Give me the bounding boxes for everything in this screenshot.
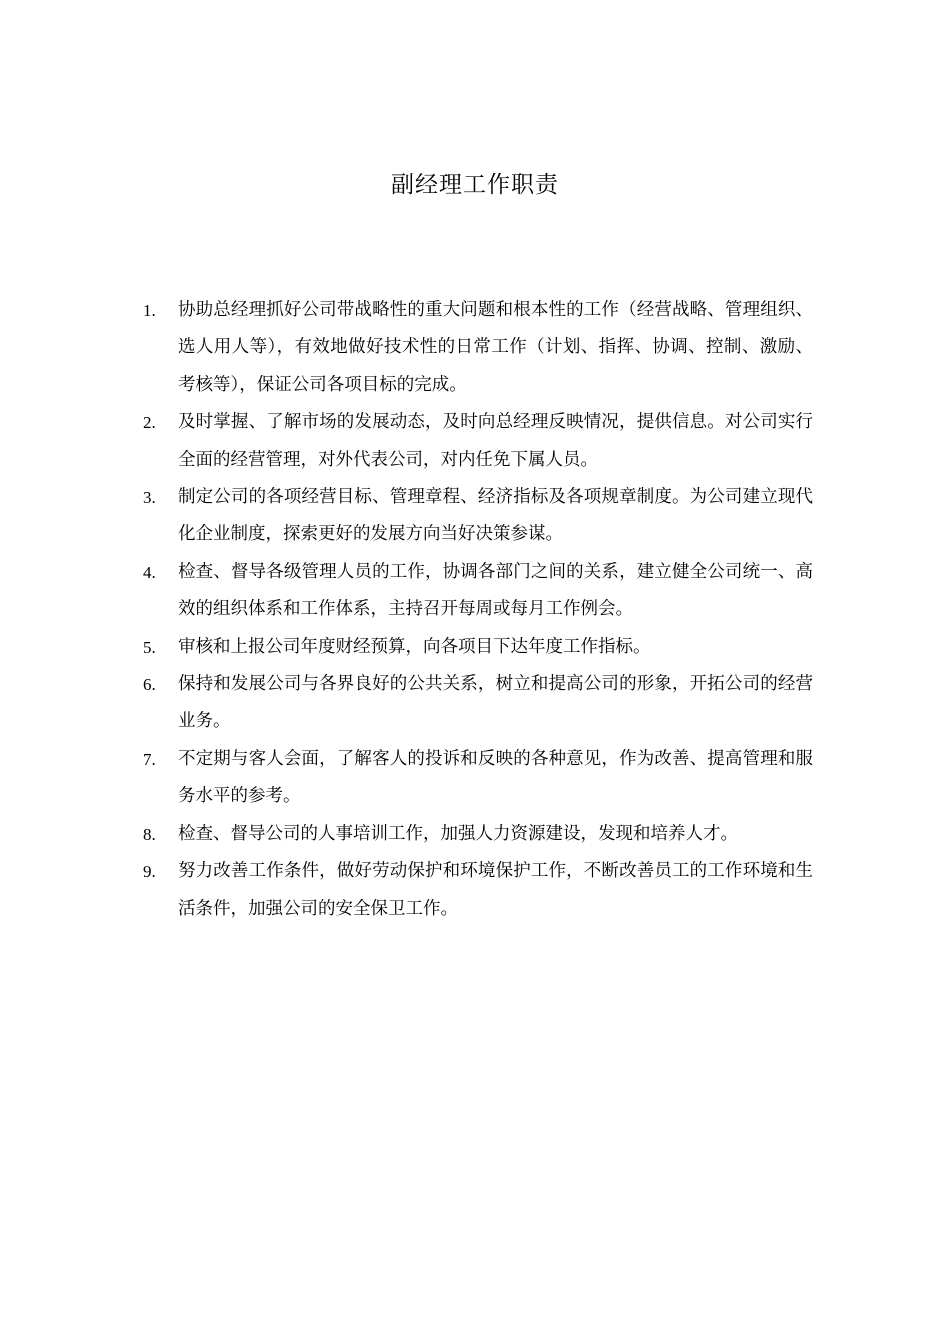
- list-item: [143, 853, 813, 928]
- list-item-number: 1.: [143, 301, 156, 320]
- list-item: [143, 816, 813, 853]
- list-item-number: 2.: [143, 413, 156, 433]
- list-item-text: 制定公司的各项经营目标、管理章程、经济指标及各项规章制度。为公司建立现代化企业制度，探索更好的发展方向当好决策参谋。: [178, 487, 813, 545]
- duty-list: [143, 292, 813, 928]
- list-item: [143, 741, 813, 816]
- list-item-text: 检查、督导公司的人事培训工作，加强人力资源建设，发现和培养人才。: [178, 823, 738, 844]
- list-item-number: 8.: [143, 824, 156, 844]
- list-item-number: 5.: [143, 637, 156, 657]
- list-item: [143, 404, 813, 479]
- list-item-number: 7.: [143, 749, 156, 769]
- list-item-number: 3.: [143, 488, 156, 508]
- list-item: [143, 629, 813, 666]
- list-item-text: 努力改善工作条件，做好劳动保护和环境保护工作，不断改善员工的工作环境和生活条件，加强公司的安全保卫工作。: [178, 861, 813, 919]
- list-item-text: 协助总经理抓好公司带战略性的重大问题和根本性的工作（经营战略、管理组织、选人用人等），有效地做好技术性的日常工作（计划、指挥、协调、控制、激励、考核等），保证公司各项目标的完成。: [178, 300, 813, 395]
- page-title: 副经理工作职责: [391, 172, 559, 198]
- list-item-text: 审核和上报公司年度财经预算，向各项目下达年度工作指标。: [178, 636, 651, 657]
- list-item: [143, 554, 813, 629]
- list-item-text: 检查、督导各级管理人员的工作，协调各部门之间的关系，建立健全公司统一、高效的组织体系和工作体系，主持召开每周或每月工作例会。: [178, 561, 813, 620]
- list-item-text: 及时掌握、了解市场的发展动态，及时向总经理反映情况，提供信息。对公司实行全面的经营管理，对外代表公司，对内任免下属人员。: [178, 412, 813, 470]
- list-item-number: 9.: [143, 862, 156, 882]
- list-item: [143, 666, 813, 741]
- list-item-number: 6.: [143, 675, 156, 695]
- list-item: [143, 479, 813, 554]
- list-item: [143, 292, 813, 404]
- list-item-text: 不定期与客人会面，了解客人的投诉和反映的各种意见，作为改善、提高管理和服务水平的参考。: [178, 748, 813, 807]
- list-item-text: 保持和发展公司与各界良好的公共关系，树立和提高公司的形象，开拓公司的经营业务。: [178, 674, 813, 732]
- list-item-number: 4.: [143, 562, 156, 582]
